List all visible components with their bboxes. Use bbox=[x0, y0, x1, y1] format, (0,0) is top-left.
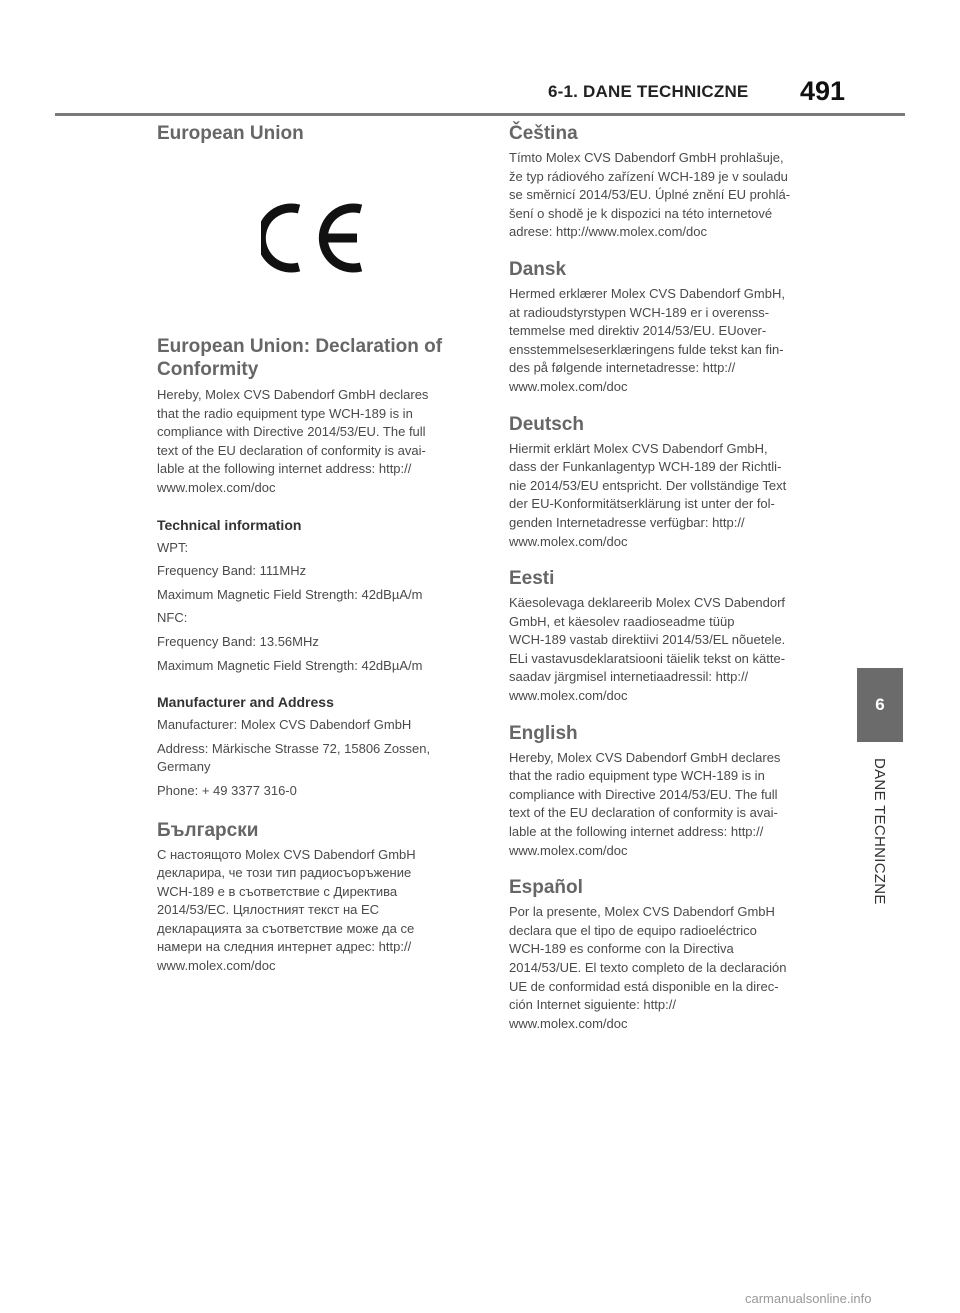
lang-section-english bbox=[509, 722, 821, 861]
ce-mark-icon bbox=[261, 201, 363, 275]
bulgarian-heading: Български bbox=[157, 819, 259, 841]
lang-section-dansk bbox=[509, 258, 821, 397]
lang-section-eesti bbox=[509, 567, 821, 706]
section-text: Hiermit erklärt Molex CVS Dabendorf GmbH, dass der Funkanlagentyp WCH-189 der Richtli- nie 2014/53/EU entspricht. Der vollständige Text der EU-Konformitätserklärung ist unter der fol- genden Internetadresse verfügbar: http:// www.molex.com/doc bbox=[509, 440, 787, 549]
section-text: Käesolevaga deklareerib Molex CVS Dabendorf GmbH, et käesolev raadioseadme tüüp WCH-189 vastab direktiivi 2014/53/EL nõuetele. ELi vastavusdeklaratsiooni täielik tekst on kätte- saadav järgmisel internetiaadressil: http:// www.molex.com/doc bbox=[509, 595, 786, 704]
section-text: Por la presente, Molex CVS Dabendorf GmbH declara que el tipo de equipo radioeléctrico WCH-189 es conforme con la Directiva 2014/53/UE. El texto completo de la declaración UE de conformidad está disponible en la direc- ción Internet siguiente: http:// www.molex.com/doc bbox=[509, 904, 787, 1031]
bulgarian-text: С настоящото Molex CVS Dabendorf GmbH декларира, че този тип радиосъоръжение WCH-189 е в съответствие с Директива 2014/53/ЕС. Цялостният текст на ЕС декларацията за съответствие може да се намери на следния интернет адрес: http:// www.molex.com/doc bbox=[157, 846, 416, 974]
left-column bbox=[157, 122, 469, 976]
watermark: carmanualsonline.info bbox=[745, 1291, 872, 1306]
manufacturer-heading: Manufacturer and Address bbox=[157, 694, 334, 711]
technical-info-heading: Technical information bbox=[157, 516, 302, 533]
declaration-text: Hereby, Molex CVS Dabendorf GmbH declares that the radio equipment type WCH-189 is in compliance with Directive 2014/53/EU. The full text of the EU declaration of conformity is avai- lable at the following internet address: http:// www.molex.com/doc bbox=[157, 387, 429, 495]
lang-section-deutsch bbox=[509, 413, 821, 552]
eu-heading: European Union bbox=[157, 123, 304, 144]
tech-line: Frequency Band: 111MHz bbox=[157, 563, 307, 579]
right-column bbox=[509, 122, 821, 1033]
chapter-tab-label bbox=[858, 758, 902, 928]
section-title: 6-1. DANE TECHNICZNE bbox=[548, 82, 749, 101]
section-heading: Dansk bbox=[509, 258, 567, 280]
lang-section-cestina bbox=[509, 122, 821, 242]
tech-line: Frequency Band: 13.56MHz bbox=[157, 633, 319, 649]
manufacturer-line: Manufacturer: Molex CVS Dabendorf GmbH bbox=[157, 717, 412, 733]
section-heading: Eesti bbox=[509, 568, 555, 590]
tech-line: Maximum Magnetic Field Strength: 42dBµA/m bbox=[157, 657, 423, 673]
section-heading: Čeština bbox=[509, 123, 578, 144]
section-heading: Deutsch bbox=[509, 413, 584, 435]
page-number: 491 bbox=[800, 76, 846, 106]
section-heading: Español bbox=[509, 877, 583, 899]
section-text: Tímto Molex CVS Dabendorf GmbH prohlašuje, že typ rádiového zařízení WCH-189 je v souladu se směrnicí 2014/53/EU. Úplné znění EU prohlá- šení o shodě je k dispozici na této internetové adrese: http://www.molex.com/doc bbox=[509, 150, 791, 240]
section-text: Hereby, Molex CVS Dabendorf GmbH declares that the radio equipment type WCH-189 is in compliance with Directive 2014/53/EU. The full text of the EU declaration of conformity is avai- lable at the following internet address: http:// www.molex.com/doc bbox=[509, 749, 781, 858]
address-line: Address: Märkische Strasse 72, 15806 Zossen, Germany bbox=[157, 740, 431, 775]
section-text: Hermed erklærer Molex CVS Dabendorf GmbH, at radioudstyrstypen WCH-189 er i overenss- temmelse med direktiv 2014/53/EU. EUover- ensstemmelseserklæringens fulde tekst kan fin- des på følgende internetadresse: http:// www.molex.com/doc bbox=[509, 285, 785, 394]
tech-line: Maximum Magnetic Field Strength: 42dBµA/m bbox=[157, 586, 423, 602]
tech-line: WPT: bbox=[157, 539, 189, 555]
chapter-tab-label-text: DANE TECHNICZNE bbox=[871, 758, 888, 905]
section-heading: English bbox=[509, 722, 578, 744]
lang-section-espanol bbox=[509, 876, 821, 1033]
phone-line: Phone: + 49 3377 316-0 bbox=[157, 782, 297, 798]
declaration-heading: European Union: Declaration of Conformity bbox=[157, 336, 443, 380]
chapter-tab-number: 6 bbox=[857, 668, 903, 742]
tech-line: NFC: bbox=[157, 610, 188, 626]
header-rule bbox=[55, 113, 905, 116]
